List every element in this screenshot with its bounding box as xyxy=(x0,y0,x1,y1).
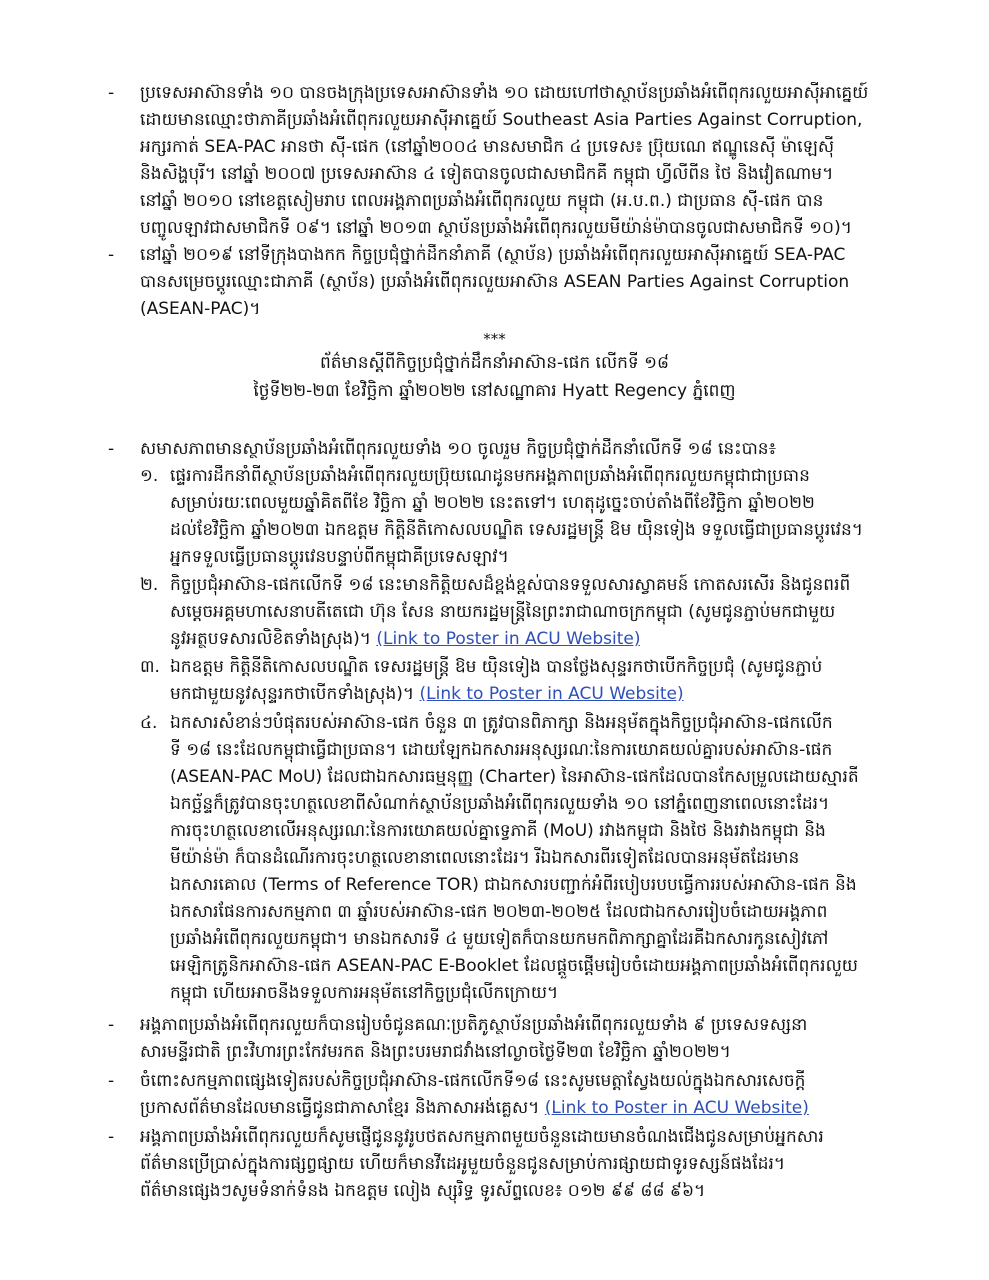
text-fragment: នូវអត្ថបទសារលិខិតទាំងស្រុង)។ xyxy=(170,629,371,649)
text-line: ដល់ខែវិច្ឆិកា ឆ្នាំ២០២៣ ឯកឧត្ដម កិត្តិនីតិកោសលបណ្ឌិត ទេសរដ្ឋមន្ត្រី ឱម យ៉ិនទៀង ទទួលធ្វើជាប្រធានប្ដូរវេន។ xyxy=(170,520,864,540)
text-line: ដោយមានឈ្មោះថាភាគីប្រឆាំងអំពើពុករលួយអាស៊ីអាគ្នេយ៍ Southeast Asia Parties Against Corruption, xyxy=(140,110,863,130)
text-line: កម្ពុជា ហើយអាចនឹងទទួលការអនុម័តនៅកិច្ចប្រជុំលើកក្រោយ។ xyxy=(170,983,559,1003)
text-line: ប្រឆាំងអំពើពុករលួយកម្ពុជា។ មានឯកសារទី ៤ មួយទៀតក៏បានយកមកពិភាក្សាគ្នាដែរគឺឯកសារកូនសៀវភៅ xyxy=(170,929,829,949)
text-line: ឯកសារគោល (Terms of Reference TOR) ជាឯកសារបញ្ជាក់អំពីរបៀបរបបធ្វើការរបស់អាស៊ាន-ផេក និង xyxy=(170,875,857,895)
text-line: ឯកច្ឆ័ន្ទក៏ត្រូវបានចុះហត្ថលេខាពីសំណាក់ស្ថាប័នប្រឆាំងអំពើពុករលួយទាំង ១០ នៅភ្នំពេញនាពេលនោះដែរ។ xyxy=(170,794,830,814)
text-line: អ្នកទទួលធ្វើប្រធានប្ដូរវេនបន្ទាប់ពីកម្ពុជាគឺប្រទេសឡាវ។ xyxy=(170,547,509,567)
text-line: មីយ៉ាន់ម៉ា ក៏បានដំណើរការចុះហត្ថលេខានាពេលនោះដែរ។ រីឯឯកសារពីរទៀតដែលបានអនុម័តដែរមាន xyxy=(170,848,800,868)
text-line: កិច្ចប្រជុំអាស៊ាន-ផេកលើកទី ១៨ នេះមានកិត្តិយសដ៏ខ្ពង់ខ្ពស់បានទទួលសារស្វាគមន៍ កោតសរសើរ និងជូនពរពី xyxy=(170,575,851,595)
text-line-with-link xyxy=(140,1097,809,1123)
text-line: សារមន្ទីរជាតិ ព្រះវិហារព្រះកែវមរកត និងព្រះបរមរាជវាំងនៅល្ងាចថ្ងៃទី២៣ ខែវិច្ឆិកា ឆ្នាំ២០២២។ xyxy=(140,1042,731,1062)
item-number: ១. xyxy=(140,466,159,486)
text-line: ការចុះហត្ថលេខាលើអនុស្សរណៈនៃការយោគយល់គ្នាទ្វេភាគី (MoU) រវាងកម្ពុជា និងថៃ និងរវាងកម្ពុជា និង xyxy=(170,821,826,841)
text-fragment: ប្រកាសព័ត៌មានដែលមានធ្វើជូនជាភាសាខ្មែរ និងភាសាអង់គ្លេស។ xyxy=(140,1098,540,1118)
text-line: ឯកសារផែនការសកម្មភាព ៣ ឆ្នាំរបស់អាស៊ាន-ផេក ២០២៣-២០២៥ ដែលជាឯកសាររៀបចំដោយអង្គភាព xyxy=(170,902,828,922)
text-line: ផ្ទេរការដឹកនាំពីស្ថាប័នប្រឆាំងអំពើពុករលួយប្រ៊ុយណេដូនមកអង្គភាពប្រឆាំងអំពើពុករលួយកម្ពុជាជាប្រធាន xyxy=(170,466,810,486)
text-line-with-link xyxy=(170,628,640,654)
item-number: ២. xyxy=(140,575,159,595)
text-line: សម្រាប់រយៈពេលមួយឆ្នាំគិតពីខែ វិច្ឆិកា ឆ្នាំ ២០២២ នេះតទៅ។ ហេតុដូច្នេះចាប់តាំងពីខែវិច្ឆិកា ឆ្នាំ២០២២ xyxy=(170,493,815,513)
text-line: និងសិង្ហបុរី។ នៅឆ្នាំ ២០០៧ ប្រទេសអាស៊ាន ៤ ទៀតបានចូលជាសមាជិកគឺ កម្ពុជា ហ្វីលីពីន ថៃ និងវៀតណាម។ xyxy=(140,164,834,184)
text-line: អង្គភាពប្រឆាំងអំពើពុករលួយក៏សូមផ្ញើជូននូវរូបថតសកម្មភាពមួយចំនួនដោយមានចំណងជើងជូនសម្រាប់អ្នកសារ xyxy=(140,1127,824,1147)
text-line: បានសម្រេចប្ដូរឈ្មោះជាភាគី (ស្ថាប័ន) ប្រឆាំងអំពើពុករលួយអាស៊ាន ASEAN Parties Against Corruption xyxy=(140,272,850,292)
item-number: ៣. xyxy=(140,657,160,677)
poster-link[interactable]: (Link to Poster in ACU Website) xyxy=(376,629,641,649)
heading-title: ព័ត៌មានស្ដីពីកិច្ចប្រជុំថ្នាក់ដឹកនាំអាស៊ាន-ផេក លើកទី ១៨ xyxy=(319,353,670,373)
section-separator: *** xyxy=(483,330,506,348)
text-line-with-link xyxy=(170,683,684,709)
bullet-dash: - xyxy=(108,1127,115,1147)
bullet-dash: - xyxy=(108,1071,115,1091)
text-line: បញ្ចូលឡាវជាសមាជិកទី ០៩។ នៅឆ្នាំ ២០១៣ ស្ថាប័នប្រឆាំងអំពើពុករលួយមីយ៉ាន់ម៉ាបានចូលជាសមាជិកទី ១០)។ xyxy=(140,218,852,238)
poster-link[interactable]: (Link to Poster in ACU Website) xyxy=(419,684,684,704)
text-line: (ASEAN-PAC)។ xyxy=(140,299,261,319)
bullet-dash: - xyxy=(108,245,115,265)
text-line: ចំពោះសកម្មភាពផ្សេងទៀតរបស់កិច្ចប្រជុំអាស៊ាន-ផេកលើកទី១៨ នេះសូមមេត្តាស្វែងយល់ក្នុងឯកសារសេចក្ដី xyxy=(140,1071,806,1091)
text-line: ទី ១៨ នេះដែលកម្ពុជាធ្វើជាប្រធាន។ ដោយឡែកឯកសារអនុស្សរណៈនៃការយោគយល់គ្នារបស់អាស៊ាន-ផេក xyxy=(170,740,833,760)
poster-link[interactable]: (Link to Poster in ACU Website) xyxy=(544,1098,809,1118)
text-line: សម្ដេចអគ្គមហាសេនាបតីតេជោ ហ៊ុន សែន នាយករដ្ឋមន្ត្រីនៃព្រះរាជាណាចក្រកម្ពុជា (សូមជូនភ្ជាប់មកជាមួយ xyxy=(170,602,836,622)
text-line: ឯកឧត្ដម កិត្តិនីតិកោសលបណ្ឌិត ទេសរដ្ឋមន្ត្រី ឱម យ៉ិនទៀង បានថ្លែងសុន្ទរកថាបើកកិច្ចប្រជុំ (សូមជូនភ្ជាប់ xyxy=(170,657,823,677)
text-fragment: មកជាមួយនូវសុន្ទរកថាបើកទាំងស្រុង)។ xyxy=(170,684,415,704)
text-line: អង្គភាពប្រឆាំងអំពើពុករលួយក៏បានរៀបចំជូនគណៈប្រតិភូស្ថាប័នប្រឆាំងអំពើពុករលួយទាំង ៩ ប្រទេសទស្សនា xyxy=(140,1015,808,1035)
text-line: នៅឆ្នាំ ២០១៩ នៅទីក្រុងបាងកក កិច្ចប្រជុំថ្នាក់ដឹកនាំភាគី (ស្ថាប័ន) ប្រឆាំងអំពើពុករលួយអាស៊ីអាគ្នេយ៍ SEA-PAC xyxy=(140,245,846,265)
text-line: ប្រទេសអាស៊ានទាំង ១០ បានចងក្រុងប្រទេសអាស៊ានទាំង ១០ ដោយហៅថាស្ថាប័នប្រឆាំងអំពើពុករលួយអាស៊ីអាគ្នេយ៍ xyxy=(140,83,869,103)
text-line: ព័ត៌មានផ្សេងៗសូមទំនាក់ទំនង ឯកឧត្ដម លៀង ស្សុរិទ្ធ ទូរស័ព្ទលេខ៖ ០១២ ៩៩ ៨៨ ៩៦។ xyxy=(140,1181,706,1201)
heading-subtitle: ថ្ងៃទី២២-២៣ ខែវិច្ឆិកា ឆ្នាំ២០២២ នៅសណ្ឋាគារ Hyatt Regency ភ្នំពេញ xyxy=(253,381,736,401)
bullet-dash: - xyxy=(108,439,115,459)
bullet-dash: - xyxy=(108,83,115,103)
text-line: (ASEAN-PAC MoU) ដែលជាឯកសារធម្មនុញ្ញ (Charter) នៃអាស៊ាន-ផេកដែលបានកែសម្រួលដោយស្មារតី xyxy=(170,767,859,787)
text-line: ឯកសារសំខាន់ៗបំផុតរបស់អាស៊ាន-ផេក ចំនួន ៣ ត្រូវបានពិភាក្សា និងអនុម័តក្នុងកិច្ចប្រជុំអាស៊ាន-ផេកលើក xyxy=(170,713,833,733)
text-line: ព័ត៌មានប្រើប្រាស់ក្នុងការផ្សព្វផ្សាយ ហើយក៏មានវីដេអូមួយចំនួនជូនសម្រាប់ការផ្សាយជាទូរទស្សន៍ផងដែរ។ xyxy=(140,1154,786,1174)
text-line: នៅឆ្នាំ ២០១០ នៅខេត្តសៀមរាប ពេលអង្គភាពប្រឆាំងអំពើពុករលួយ កម្ពុជា (អ.ប.ព.) ជាប្រធាន ស៊ី-ផេក បាន xyxy=(140,191,824,211)
bullet-dash: - xyxy=(108,1015,115,1035)
text-line: សមាសភាពមានស្ថាប័នប្រឆាំងអំពើពុករលួយទាំង ១០ ចូលរួម កិច្ចប្រជុំថ្នាក់ដឹកនាំលើកទី ១៨ នេះបាន៖ xyxy=(140,439,777,459)
text-line: អក្សរកាត់ SEA-PAC អានថា ស៊ី-ផេក (នៅឆ្នាំ២០០៤ មានសមាជិក ៤ ប្រទេស៖ ប្រ៊ុយណេ ឥណ្ឌូនេស៊ី ម៉ាឡេស៊ី xyxy=(140,137,835,157)
item-number: ៤. xyxy=(140,713,158,733)
text-line: អេឡិកត្រូនិកអាស៊ាន-ផេក ASEAN-PAC E-Booklet ដែលផ្ដួចផ្ដើមរៀបចំដោយអង្គភាពប្រឆាំងអំពើពុករលួយ xyxy=(170,956,858,976)
